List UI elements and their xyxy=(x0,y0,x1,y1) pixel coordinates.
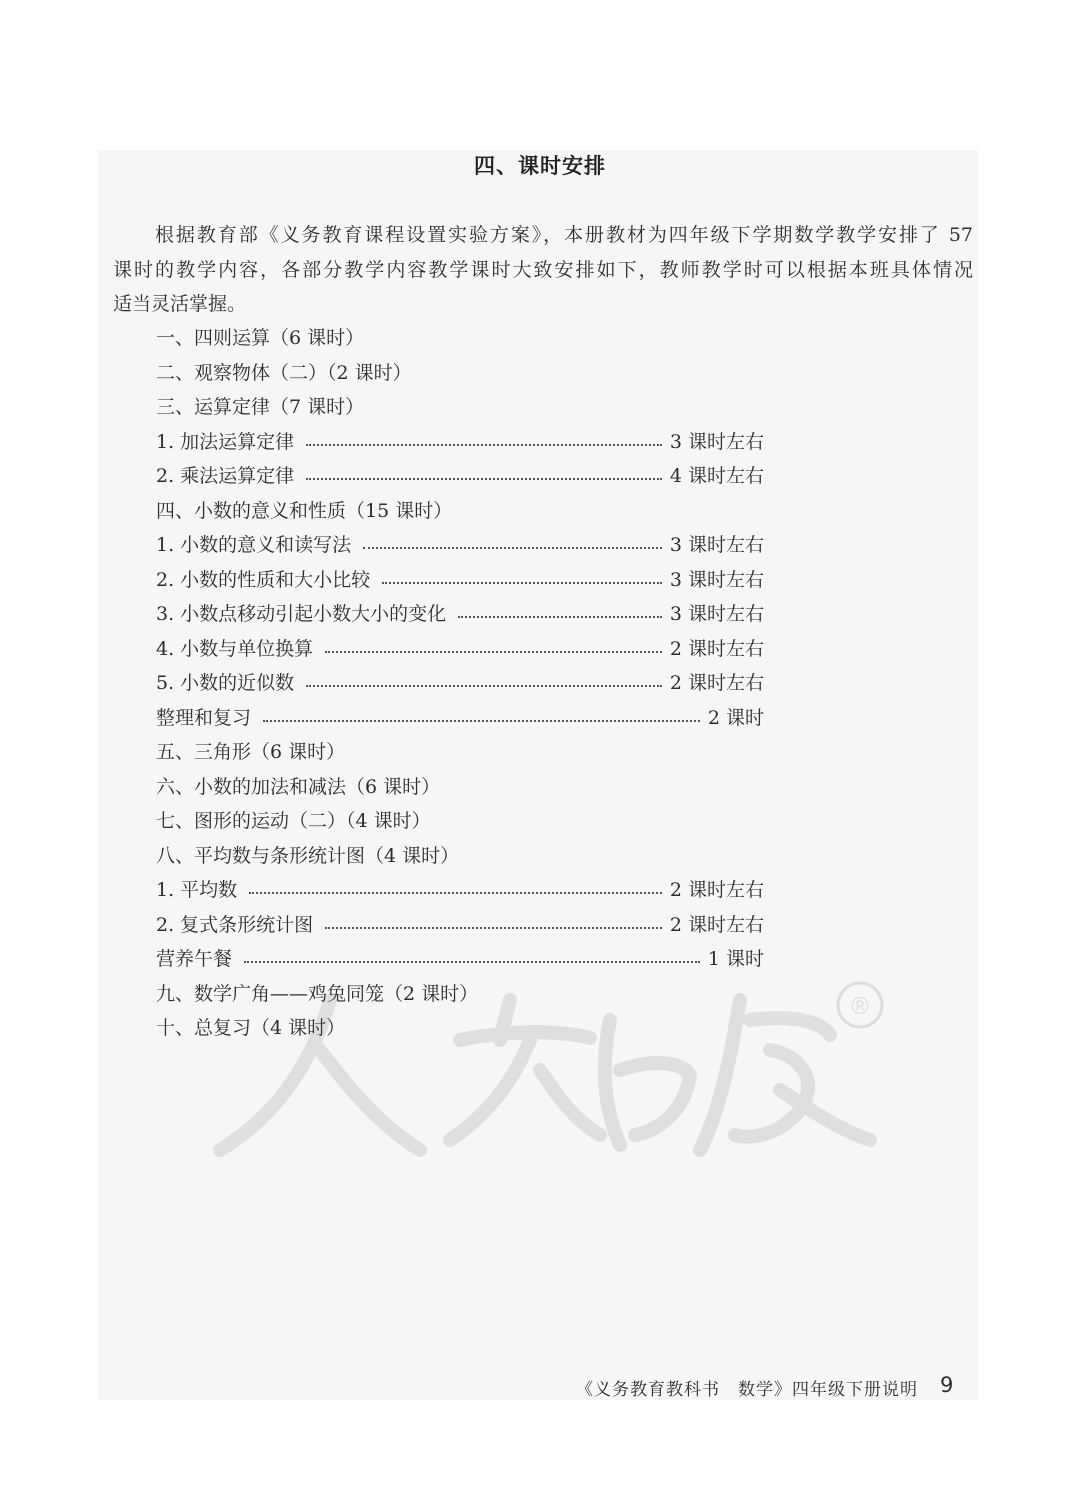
schedule-item-label: 4. 小数与单位换算 xyxy=(156,637,314,660)
schedule-item xyxy=(156,632,764,667)
schedule-item xyxy=(156,597,764,632)
schedule-item-label: 整理和复习 xyxy=(156,706,252,729)
schedule-item-label: 营养午餐 xyxy=(156,948,233,970)
schedule-item xyxy=(156,563,764,598)
schedule-item-label: 九、数学广角——鸡兔同笼（2 课时） xyxy=(156,982,479,1005)
section-title: 四、课时安排 xyxy=(474,153,606,178)
dot-leader xyxy=(382,582,662,584)
intro-line-2: 课时的教学内容，各部分教学内容教学课时大致安排如下，教师教学时可以根据本班具体情况 xyxy=(113,258,973,281)
dot-leader xyxy=(244,961,700,963)
schedule-item xyxy=(156,770,764,805)
schedule-item-hours: 3 课时左右 xyxy=(669,534,764,556)
schedule-item xyxy=(156,390,764,425)
schedule-item xyxy=(156,494,764,529)
schedule-item xyxy=(156,321,764,356)
schedule-item-hours: 2 课时 xyxy=(707,706,764,729)
schedule-item-hours: 2 课时左右 xyxy=(669,879,764,901)
dot-leader xyxy=(263,720,700,722)
schedule-item xyxy=(156,1011,764,1046)
schedule-item-label: 2. 乘法运算定律 xyxy=(156,465,295,487)
intro-paragraph xyxy=(113,218,973,322)
schedule-item xyxy=(156,459,764,494)
dot-leader xyxy=(325,927,662,929)
schedule-item xyxy=(156,666,764,701)
schedule-item-label: 一、四则运算（6 课时） xyxy=(156,327,365,349)
schedule-item-hours: 2 课时左右 xyxy=(669,913,764,936)
intro-line-1: 根据教育部《义务教育课程设置实验方案》，本册教材为四年级下学期数学教学安排了 57 xyxy=(155,224,973,246)
dot-leader xyxy=(458,616,662,618)
schedule-item xyxy=(156,528,764,563)
dot-leader xyxy=(306,444,662,446)
schedule-item-label: 1. 小数的意义和读写法 xyxy=(156,534,352,556)
schedule-item-label: 六、小数的加法和减法（6 课时） xyxy=(156,775,441,798)
schedule-item xyxy=(156,839,764,874)
schedule-item xyxy=(156,804,764,839)
schedule-item-label: 1. 平均数 xyxy=(156,879,238,901)
dot-leader xyxy=(325,651,662,653)
page-number: 9 xyxy=(940,1373,954,1397)
schedule-item xyxy=(156,908,764,943)
schedule-item-label: 3. 小数点移动引起小数大小的变化 xyxy=(156,603,447,625)
schedule-item xyxy=(156,977,764,1012)
schedule-item xyxy=(156,425,764,460)
dot-leader xyxy=(306,478,662,480)
schedule-item-label: 三、运算定律（7 课时） xyxy=(156,396,365,418)
registered-mark: ® xyxy=(851,993,869,1020)
schedule-item-label: 十、总复习（4 课时） xyxy=(156,1017,346,1039)
schedule-item-label: 2. 小数的性质和大小比较 xyxy=(156,568,371,591)
schedule-item xyxy=(156,701,764,736)
schedule-item xyxy=(156,735,764,770)
schedule-item-hours: 3 课时左右 xyxy=(669,568,764,591)
schedule-item-hours: 4 课时左右 xyxy=(669,465,764,487)
dot-leader xyxy=(306,685,662,687)
intro-line-3: 适当灵活掌握。 xyxy=(113,293,247,315)
schedule-item-label: 七、图形的运动（二）（4 课时） xyxy=(156,810,431,832)
dot-leader xyxy=(249,892,662,894)
schedule-item-label: 5. 小数的近似数 xyxy=(156,672,295,694)
schedule-list xyxy=(156,321,764,1046)
schedule-item-hours: 2 课时左右 xyxy=(669,672,764,694)
schedule-item-label: 二、观察物体（二）（2 课时） xyxy=(156,361,412,384)
footer-book-title: 《义务教育教科书 数学》四年级下册说明 xyxy=(576,1380,918,1400)
schedule-item xyxy=(156,356,764,391)
schedule-item-hours: 2 课时左右 xyxy=(669,637,764,660)
schedule-item xyxy=(156,942,764,977)
schedule-item xyxy=(156,873,764,908)
schedule-item-hours: 3 课时左右 xyxy=(669,603,764,625)
dot-leader xyxy=(363,547,662,549)
schedule-item-label: 八、平均数与条形统计图（4 课时） xyxy=(156,844,460,867)
schedule-item-label: 四、小数的意义和性质（15 课时） xyxy=(156,499,453,522)
schedule-item-label: 1. 加法运算定律 xyxy=(156,430,295,453)
schedule-item-label: 五、三角形（6 课时） xyxy=(156,741,346,763)
schedule-item-hours: 1 课时 xyxy=(707,948,764,970)
schedule-item-hours: 3 课时左右 xyxy=(669,430,764,453)
schedule-item-label: 2. 复式条形统计图 xyxy=(156,913,314,936)
